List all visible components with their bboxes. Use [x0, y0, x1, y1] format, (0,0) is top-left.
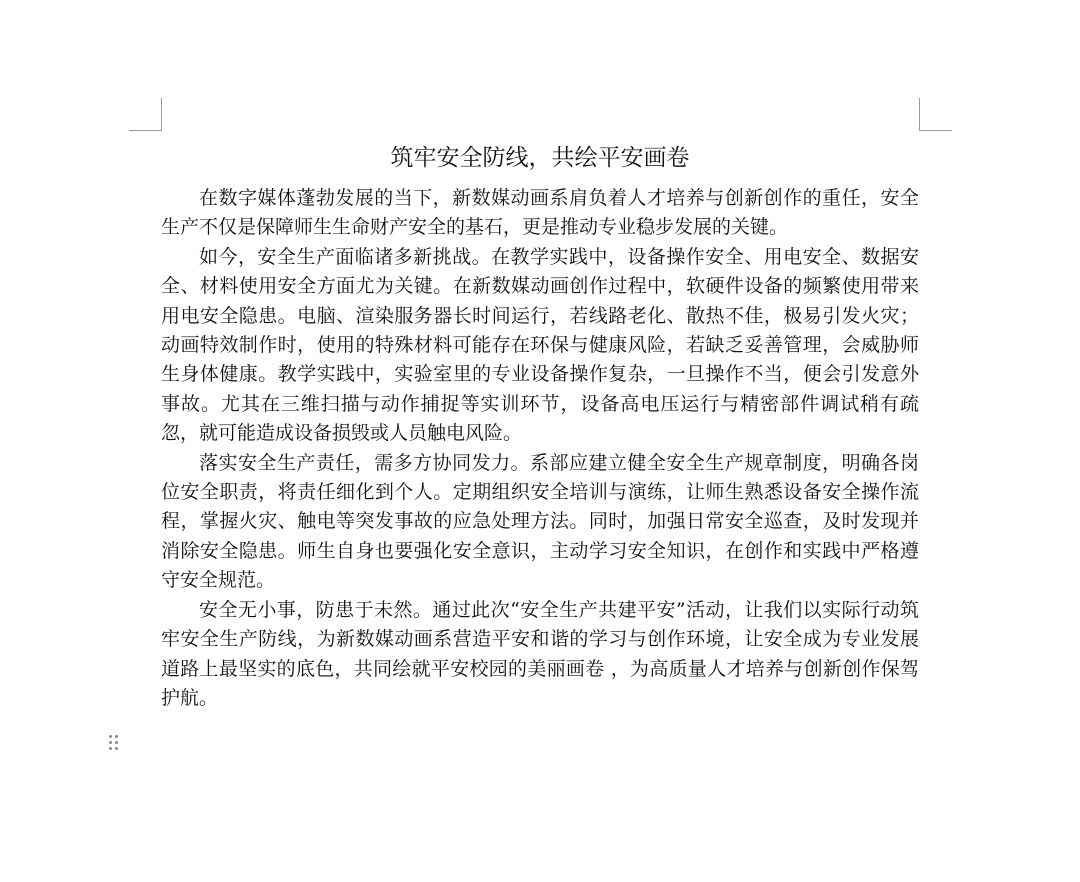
- drag-handle-dot: [115, 741, 118, 744]
- drag-handle-dot: [115, 747, 118, 750]
- drag-handle-dot: [109, 747, 112, 750]
- drag-handle-dot: [109, 735, 112, 738]
- document-body[interactable]: [161, 184, 919, 713]
- top-right-margin-mark: [919, 98, 952, 131]
- paragraph-2[interactable]: 如今，安全生产面临诸多新挑战。在教学实践中，设备操作安全、用电安全、数据安全、材料使用安全方面尤为关键。在新数媒动画创作过程中，软硬件设备的频繁使用带来用电安全隐患。电脑、渲染服务器长时间运行，若线路老化、散热不佳，极易引发火灾；动画特效制作时，使用的特殊材料可能存在环保与健康风险，若缺乏妥善管理，会威胁师生身体健康。教学实践中，实验室里的专业设备操作复杂，一旦操作不当，便会引发意外事故。尤其在三维扫描与动作捕捉等实训环节，设备高电压运行与精密部件调试稍有疏忽，就可能造成设备损毁或人员触电风险。: [161, 245, 919, 445]
- drag-handle-icon[interactable]: [109, 735, 121, 751]
- drag-handle-dot: [115, 735, 118, 738]
- drag-handle-dot: [109, 741, 112, 744]
- paragraph-4[interactable]: 安全无小事，防患于未然。通过此次“安全生产共建平安”活动，让我们以实际行动筑牢安全生产防线，为新数媒动画系营造平安和谐的学习与创作环境，让安全成为专业发展道路上最坚实的底色，共同绘就平安校园的美丽画卷 ，为高质量人才培养与创新创作保驾护航。: [161, 598, 919, 709]
- paragraph-1[interactable]: 在数字媒体蓬勃发展的当下，新数媒动画系肩负着人才培养与创新创作的重任，安全生产不仅是保障师生生命财产安全的基石，更是推动专业稳步发展的关键。: [161, 187, 919, 239]
- paragraph-3[interactable]: 落实安全生产责任，需多方协同发力。系部应建立健全安全生产规章制度，明确各岗位安全职责，将责任细化到个人。定期组织安全培训与演练，让师生熟悉设备安全操作流程，掌握火灾、触电等突发事故的应急处理方法。同时，加强日常安全巡查，及时发现并消除安全隐患。师生自身也要强化安全意识，主动学习安全知识，在创作和实践中严格遵守安全规范。: [161, 451, 919, 592]
- document-title[interactable]: 筑牢安全防线，共绘平安画卷: [390, 145, 690, 171]
- top-left-margin-mark: [129, 98, 162, 131]
